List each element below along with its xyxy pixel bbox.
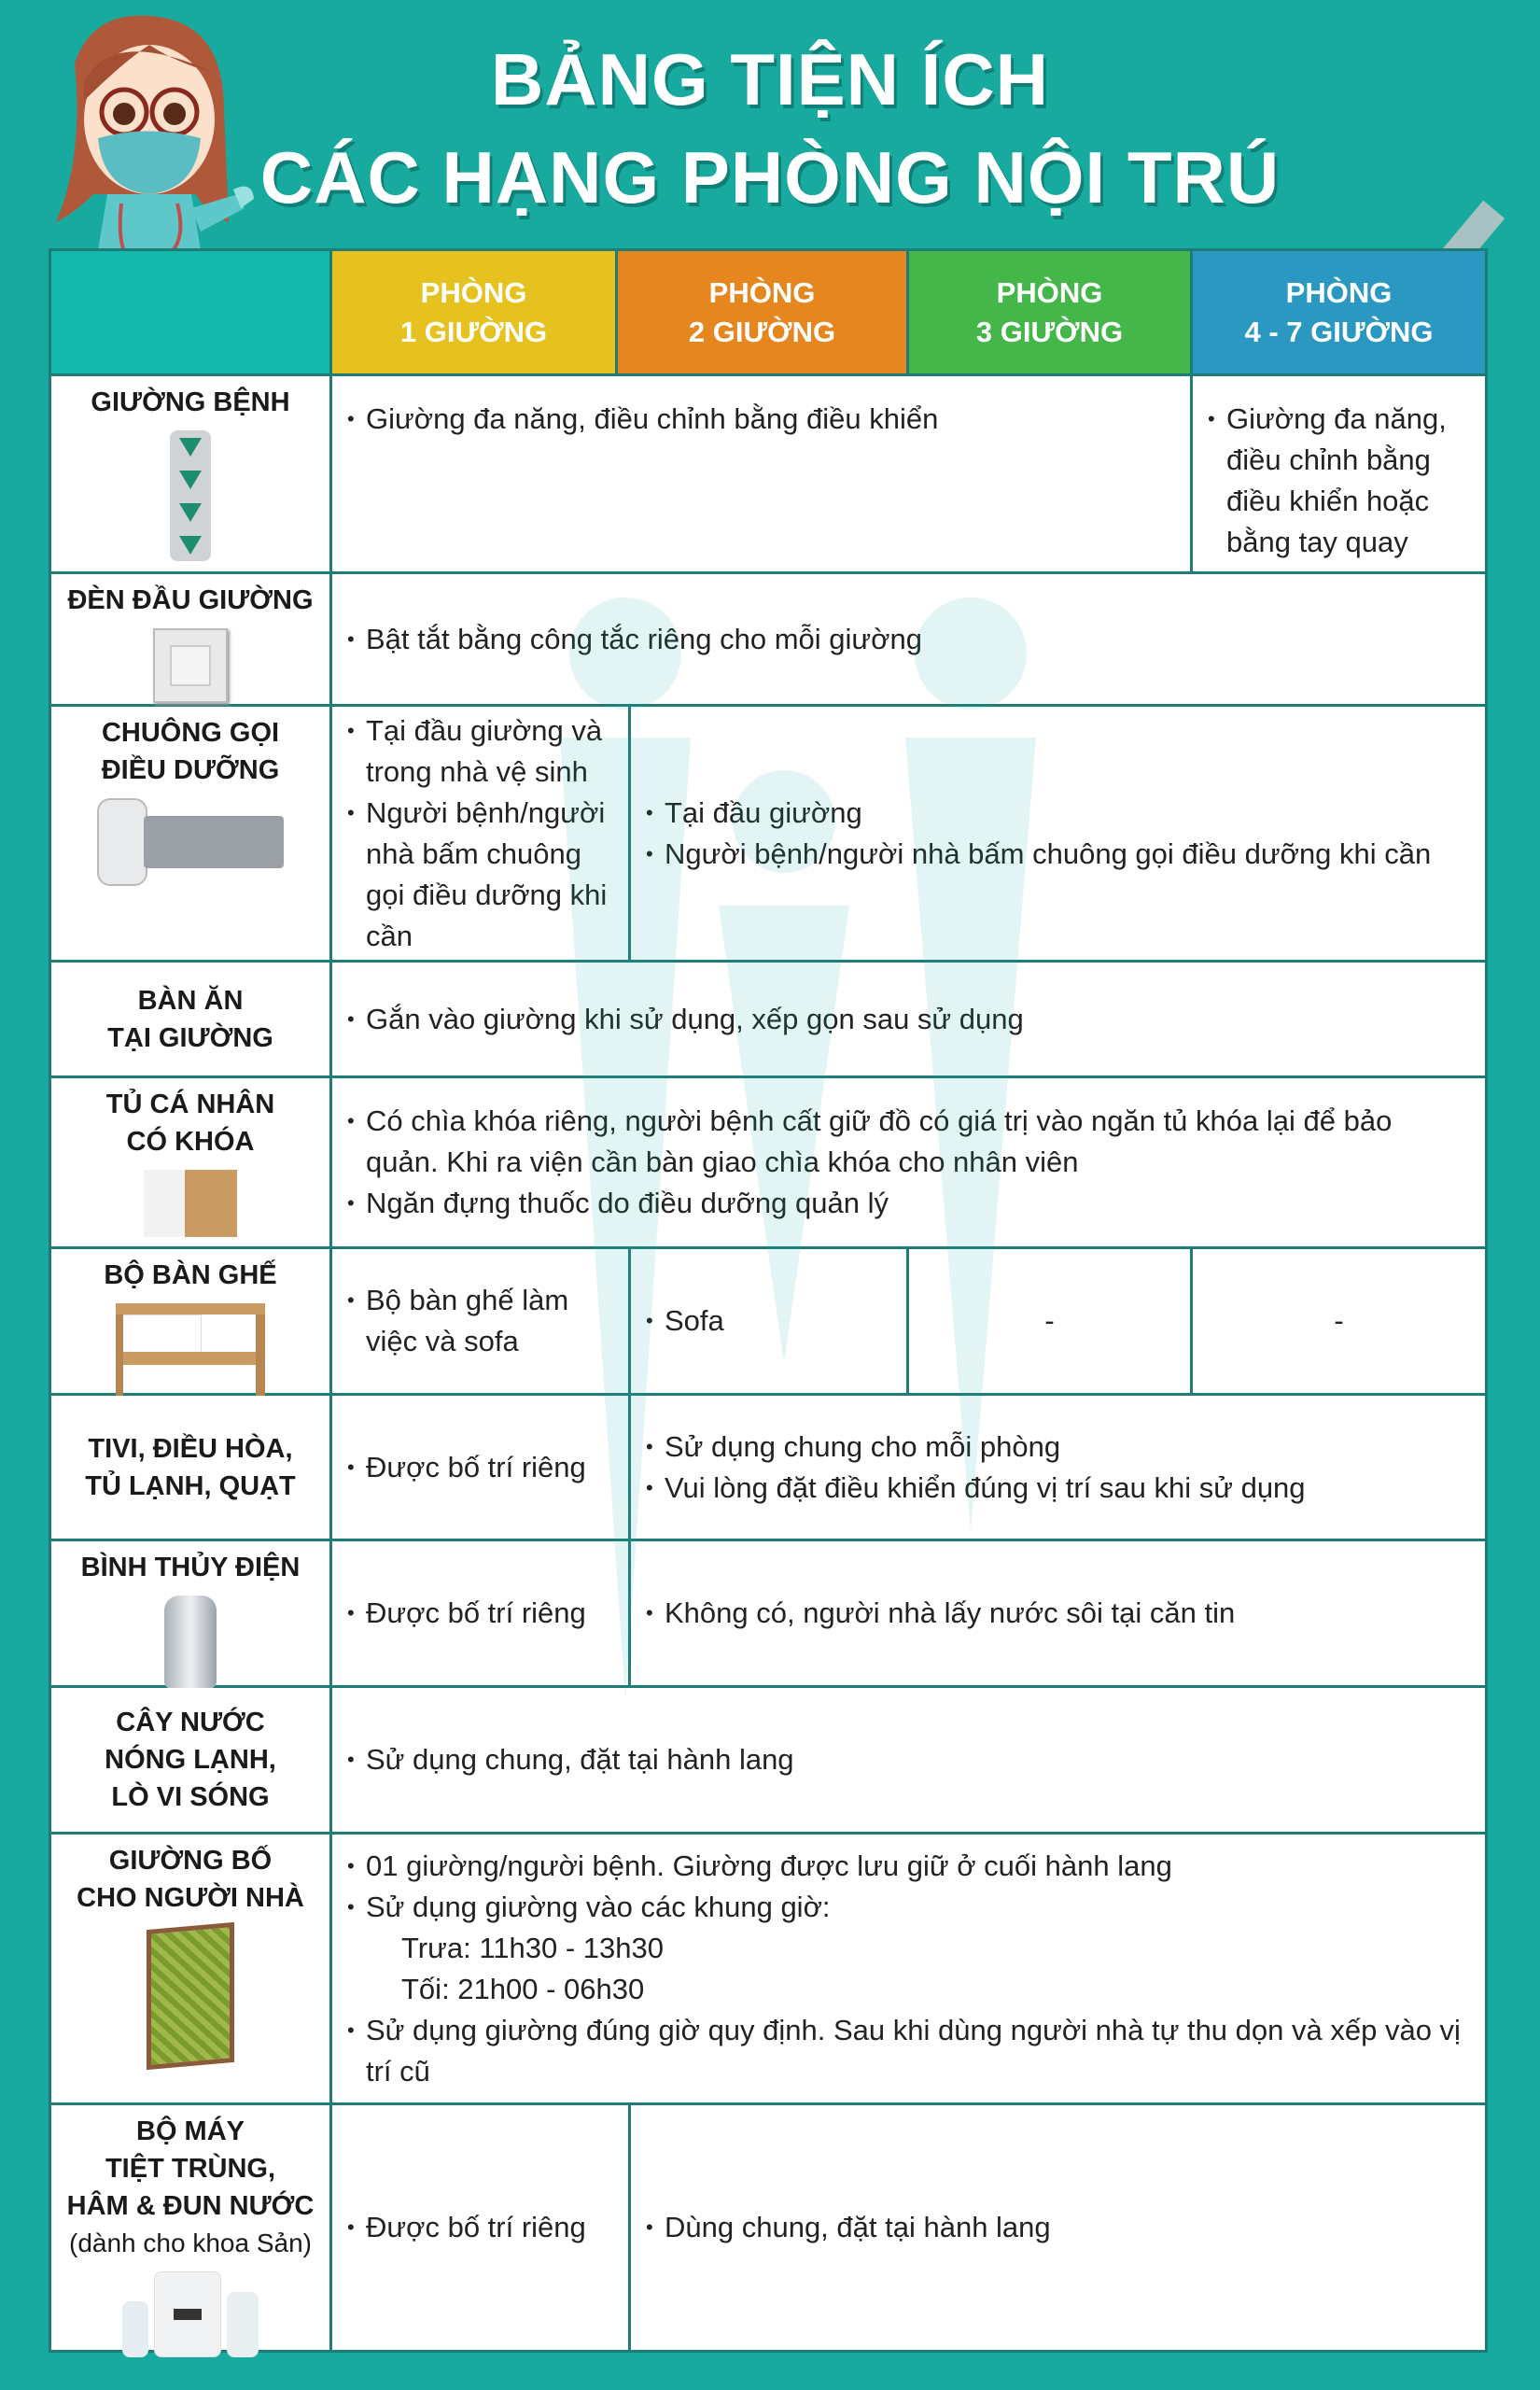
amenity-cell: [332, 376, 1190, 571]
nurse-call-icon: [97, 798, 284, 886]
col-header-line1: PHÒNG: [708, 275, 816, 309]
bullet-item: • Dùng chung, đặt tại hành lang: [644, 2207, 1472, 2248]
bed-remote-icon: [170, 430, 211, 561]
time-slot-text: Tối: 21h00 - 06h30: [401, 1972, 645, 2005]
title-line-1: BẢNG TIỆN ÍCH: [491, 38, 1049, 120]
bullet-item: • Gắn vào giường khi sử dụng, xếp gọn sau sử dụng: [345, 999, 1472, 1040]
cabinet-icon: [144, 1170, 237, 1237]
amenity-cell: [332, 1249, 628, 1393]
amenity-cell: [1193, 376, 1485, 571]
row-label-text: TIVI, ĐIỀU HÒA,: [88, 1433, 293, 1464]
row-label-text: TỦ LẠNH, QUẠT: [85, 1470, 296, 1501]
column-header-room-1: [332, 251, 615, 373]
row-label-text: CHUÔNG GỌI: [101, 718, 280, 748]
amenity-cell: [631, 1249, 906, 1393]
column-header-room-2: [618, 251, 906, 373]
row-label-cell: [51, 1541, 329, 1685]
bullet-item: • Được bố trí riêng: [345, 2207, 615, 2248]
row-label-cell: [51, 963, 329, 1076]
row-label-text: TỦ CÁ NHÂN: [105, 1090, 275, 1119]
amenity-cell: [332, 1835, 1485, 2102]
col-header-line2: 1 GIƯỜNG: [399, 315, 548, 348]
bullet-item: • Vui lòng đặt điều khiển đúng vị trí sau khi sử dụng: [644, 1468, 1472, 1509]
row-label-text: NÓNG LẠNH,: [105, 1745, 276, 1775]
col-header-line1: PHÒNG: [1285, 275, 1393, 309]
row-label-text: BÌNH THỦY ĐIỆN: [80, 1553, 301, 1582]
amenity-cell: [631, 2105, 1485, 2350]
row-label-text: GIƯỜNG BỐ: [108, 1846, 273, 1876]
row-label-cell: [51, 574, 329, 704]
amenity-cell: [332, 707, 628, 960]
amenity-cell: [332, 574, 1485, 704]
row-label-cell: [51, 376, 329, 571]
row-label-text: CHO NGƯỜI NHÀ: [77, 1883, 304, 1913]
bullet-item: • Tại đầu giường và trong nhà vệ sinh: [345, 710, 615, 793]
thermos-icon: [164, 1596, 217, 1689]
row-label-text: CÓ KHÓA: [126, 1127, 255, 1157]
bullet-item: • Giường đa năng, điều chỉnh bằng điều khiển: [345, 399, 1177, 440]
sterilizer-icon: [122, 2271, 259, 2357]
row-label-text: LÒ VI SÓNG: [111, 1782, 270, 1812]
row-label-text: BÀN ĂN: [137, 985, 244, 1016]
row-label-cell: [51, 1249, 329, 1393]
row-label-text: BỘ BÀN GHẾ: [104, 1260, 277, 1290]
bullet-item: • Có chìa khóa riêng, người bệnh cất giữ đồ có giá trị vào ngăn tủ khóa lại để bảo quản. Khi ra viện cần bàn giao chìa khóa cho nhân viên: [345, 1101, 1472, 1183]
row-label-text: GIƯỜNG BỆNH: [91, 387, 290, 417]
bullet-item: • Sử dụng giường đúng giờ quy định. Sau khi dùng người nhà tự thu dọn và xếp vào vị trí cũ: [345, 2010, 1472, 2092]
row-label-text: BỘ MÁY: [136, 2116, 245, 2146]
amenity-cell: [631, 707, 1485, 960]
amenity-cell: [909, 1249, 1190, 1393]
amenity-cell: [332, 1541, 628, 1685]
col-header-line2: 3 GIƯỜNG: [975, 315, 1124, 348]
bullet-item: • Sofa: [644, 1300, 893, 1342]
row-label-cell: [51, 707, 329, 960]
row-label-cell: [51, 2105, 329, 2350]
light-switch-icon: [153, 628, 228, 703]
col-header-line1: PHÒNG: [420, 275, 527, 309]
bullet-item: • Bật tắt bằng công tắc riêng cho mỗi giường: [345, 619, 1472, 660]
row-label-cell: [51, 1835, 329, 2102]
time-slot-text: Trưa: 11h30 - 13h30: [401, 1931, 664, 1964]
bullet-item: • Giường đa năng, điều chỉnh bằng điều khiển hoặc bằng tay quay: [1206, 399, 1472, 563]
row-label-cell: [51, 1396, 329, 1539]
column-header-room-4-7: [1193, 251, 1485, 373]
row-label-text: ĐÈN ĐẦU GIƯỜNG: [67, 585, 314, 615]
bullet-item: • Người bệnh/người nhà bấm chuông gọi điều dưỡng khi cần: [644, 834, 1472, 875]
row-label-text: TIỆT TRÙNG,: [105, 2154, 276, 2184]
amenity-cell: [332, 1396, 628, 1539]
bullet-item: • Không có, người nhà lấy nước sôi tại căn tin: [644, 1593, 1472, 1634]
row-label-text: CÂY NƯỚC: [116, 1708, 265, 1737]
col-header-line1: PHÒNG: [996, 275, 1103, 309]
bullet-item: -: [1334, 1304, 1344, 1337]
column-header-room-3: [909, 251, 1190, 373]
amenity-cell: [1193, 1249, 1485, 1393]
col-header-line2: 2 GIƯỜNG: [688, 315, 836, 348]
header-corner-cell: [51, 251, 329, 373]
amenity-cell: [631, 1541, 1485, 1685]
bullet-item: • Được bố trí riêng: [345, 1447, 615, 1488]
title-line-2: CÁC HẠNG PHÒNG NỘI TRÚ: [259, 136, 1281, 218]
row-label-text: TẠI GIƯỜNG: [107, 1022, 273, 1053]
amenity-cell: [332, 1078, 1485, 1246]
bullet-item: • 01 giường/người bệnh. Giường được lưu giữ ở cuối hành lang: [345, 1846, 1472, 1887]
bullet-item: • Được bố trí riêng: [345, 1593, 615, 1634]
col-header-line2: 4 - 7 GIƯỜNG: [1244, 315, 1434, 348]
bullet-item: • Sử dụng chung cho mỗi phòng: [644, 1427, 1472, 1468]
bullet-item: • Tại đầu giường: [644, 793, 1472, 834]
bullet-item: • Sử dụng chung, đặt tại hành lang: [345, 1739, 1472, 1780]
row-label-text: HÂM & ĐUN NƯỚC: [66, 2191, 315, 2221]
folding-bed-icon: [147, 1926, 234, 2066]
row-label-text: (dành cho khoa Sản): [69, 2228, 312, 2257]
amenity-cell: [332, 963, 1485, 1076]
row-label-cell: [51, 1078, 329, 1246]
row-label-text: ĐIỀU DƯỠNG: [101, 755, 280, 785]
amenity-cell: [332, 2105, 628, 2350]
bullet-item: • Sử dụng giường vào các khung giờ:: [345, 1887, 1472, 1928]
amenity-cell: [332, 1688, 1485, 1832]
amenity-cell: [631, 1396, 1485, 1539]
bullet-item: • Bộ bàn ghế làm việc và sofa: [345, 1280, 615, 1362]
bullet-item: • Ngăn đựng thuốc do điều dưỡng quản lý: [345, 1183, 1472, 1224]
bullet-item: • Người bệnh/người nhà bấm chuông gọi điều dưỡng khi cần: [345, 793, 615, 957]
bullet-item: -: [1044, 1304, 1055, 1337]
row-label-cell: [51, 1688, 329, 1832]
